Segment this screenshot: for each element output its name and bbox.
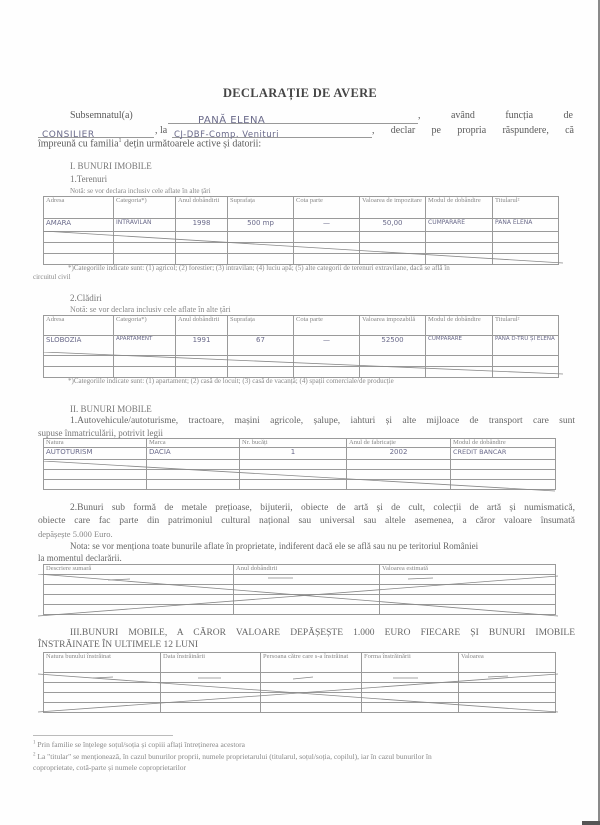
auto-header-row bbox=[44, 439, 556, 448]
terenuri-header-row bbox=[44, 197, 559, 219]
cladiri-footnote: *)Categoriile indicate sunt: (1) apartament; (2) casă de locuit; (3) casă de vacanță; (4) spații comerciale/de producție bbox=[68, 377, 394, 385]
institutia-value: CJ-DBF-Comp. Venituri bbox=[174, 130, 279, 140]
table-row bbox=[44, 336, 559, 356]
cell-valoarea: 52500 bbox=[360, 336, 426, 356]
col-nr-bucati: Nr. bucăți bbox=[240, 439, 347, 448]
auto-text-1: 1.Autovehicule/autoturisme, tractoare, mașini agricole, șalupe, iahturi și alte mijloace de transport care sunt bbox=[70, 416, 575, 426]
cell-natura: AUTOTURISM bbox=[44, 448, 147, 460]
functia-value: CONSILIER bbox=[42, 130, 95, 140]
col-modul: Modul de dobândire bbox=[426, 197, 493, 219]
col-anul-dobandirii: Anul dobândirii bbox=[234, 565, 380, 575]
auto-text-2: supuse înmatriculării, potrivit legii bbox=[38, 428, 163, 438]
col-natura: Natura bbox=[44, 439, 147, 448]
col-cota: Cota parte bbox=[294, 316, 360, 336]
cladiri-heading: 2.Clădiri bbox=[70, 293, 102, 303]
col-categoria: Categoria*) bbox=[114, 197, 176, 219]
cladiri-note: Notă: se vor declara inclusiv cele aflate în alte țări bbox=[70, 305, 231, 314]
table-row-empty bbox=[44, 605, 556, 615]
table-row-empty bbox=[44, 585, 556, 595]
col-modul: Modul de dobândire bbox=[426, 316, 493, 336]
instrainate-header-row bbox=[44, 653, 556, 673]
footnote-2-mark: 2 bbox=[33, 752, 36, 758]
terenuri-footnote: *)Categoriile indicate sunt: (1) agricol; (2) forestier; (3) intravilan; (4) luciu apă; (5) alte categorii de terenuri extravilane, dacă se află în bbox=[68, 264, 450, 272]
col-valoarea: Valoarea de impozitare bbox=[360, 197, 426, 219]
col-cota: Cota parte bbox=[294, 197, 360, 219]
institutia-field[interactable] bbox=[172, 124, 372, 138]
col-titularul: Titularul² bbox=[493, 197, 559, 219]
cell-suprafata: 500 mp bbox=[228, 219, 294, 232]
terenuri-note: Notă: se vor declara inclusiv cele aflate în alte țări bbox=[70, 187, 211, 195]
metale-text-2: obiecte care fac parte din patrimoniul cultural național sau universal sau altele asemenea, a căror valoare însumată bbox=[38, 516, 575, 526]
subsemnatul-label: Subsemnatul(a) bbox=[70, 110, 133, 121]
cell-modul: CUMPARARE bbox=[426, 336, 493, 356]
table-row-empty bbox=[44, 595, 556, 605]
declar-text: , declar pe propria răspundere, că bbox=[372, 125, 574, 136]
col-valoarea: Valoarea impozabilă bbox=[360, 316, 426, 336]
cell-anul: 1991 bbox=[176, 336, 228, 356]
col-forma: Forma înstrăinării bbox=[362, 653, 459, 673]
section-2-heading: II. BUNURI MOBILE bbox=[70, 404, 152, 414]
cell-cota: — bbox=[294, 336, 360, 356]
section-1-heading: I. BUNURI IMOBILE bbox=[70, 161, 152, 171]
cell-categoria: INTRAVILAN bbox=[114, 219, 176, 232]
cladiri-header-row bbox=[44, 316, 559, 336]
col-titularul: Titularul² bbox=[493, 316, 559, 336]
cell-modul: CUMPARARE bbox=[426, 219, 493, 232]
cell-categoria: APARTAMENT bbox=[114, 336, 176, 356]
col-anul: Anul dobândirii bbox=[176, 316, 228, 336]
name-value: PANĂ ELENA bbox=[198, 115, 266, 126]
cell-modul-dobandire: CREDIT BANCAR bbox=[451, 448, 556, 460]
table-row-empty bbox=[44, 683, 556, 693]
table-row-empty bbox=[44, 703, 556, 713]
auto-table bbox=[43, 438, 556, 490]
cell-suprafata: 67 bbox=[228, 336, 294, 356]
intro-line3 bbox=[38, 138, 261, 149]
impreuna-text: împreună cu familia bbox=[38, 138, 119, 150]
footnote-separator bbox=[33, 735, 173, 736]
cell-valoarea: 50,00 bbox=[360, 219, 426, 232]
terenuri-heading: 1.Terenuri bbox=[70, 174, 108, 184]
footnote-ref-1: 1 bbox=[118, 138, 122, 144]
table-row-empty bbox=[44, 470, 556, 480]
cell-nr-bucati: 1 bbox=[240, 448, 347, 460]
metale-note-2: la momentul declarării. bbox=[38, 553, 122, 563]
metale-text-1: 2.Bunuri sub formă de metale prețioase, bijuterii, obiecte de artă și de cult, colecții de artă și numismatică, bbox=[70, 503, 575, 513]
table-row-empty bbox=[44, 232, 559, 243]
table-row bbox=[44, 448, 556, 460]
table-row-empty bbox=[44, 673, 556, 683]
footnote-2-text-a: La "titular" se menționează, în cazul bunurilor proprii, numele proprietarului (titularul, soțul/soția, copilul), iar în cazul bunurilor în bbox=[37, 752, 432, 761]
footnote-1-mark: 1 bbox=[33, 740, 36, 746]
table-row-empty bbox=[44, 367, 559, 378]
table-row-empty bbox=[44, 356, 559, 367]
cell-titularul: PANA D-TRU ȘI ELENA bbox=[493, 336, 559, 356]
col-descriere: Descriere sumară bbox=[44, 565, 234, 575]
col-valoarea-estimata: Valoarea estimată bbox=[380, 565, 556, 575]
cladiri-table bbox=[43, 315, 559, 378]
page-corner bbox=[582, 821, 600, 825]
footnote-1 bbox=[33, 740, 245, 749]
col-natura-bunului: Natura bunului înstrăinat bbox=[44, 653, 161, 673]
col-persoana: Persoana către care s-a înstrăinat bbox=[261, 653, 362, 673]
functia-field[interactable] bbox=[38, 124, 154, 138]
table-row-empty bbox=[44, 243, 559, 254]
section-3-heading-2: ÎNSTRĂINATE ÎN ULTIMELE 12 LUNI bbox=[38, 640, 199, 650]
table-row-empty bbox=[44, 460, 556, 470]
table-row-empty bbox=[44, 254, 559, 265]
col-adresa: Adresa bbox=[44, 316, 114, 336]
avand-functia-text: , având funcția de bbox=[418, 110, 573, 121]
metale-text-3: depășește 5.000 Euro. bbox=[38, 529, 113, 539]
cell-marca: DACIA bbox=[147, 448, 240, 460]
instrainate-table bbox=[43, 652, 556, 713]
col-suprafata: Suprafața bbox=[228, 197, 294, 219]
table-row-empty bbox=[44, 575, 556, 585]
col-suprafata: Suprafața bbox=[228, 316, 294, 336]
footnote-2 bbox=[33, 752, 432, 761]
table-row bbox=[44, 219, 559, 232]
footnote-2-text-b: coproprietate, cotă-parte și numele coproprietarilor bbox=[33, 763, 187, 772]
cell-anul-fabricatie: 2002 bbox=[347, 448, 451, 460]
section-3-heading-1: III.BUNURI MOBILE, A CĂROR VALOARE DEPĂȘEȘTE 1.000 EURO FIECARE ȘI BUNURI IMOBILE bbox=[70, 628, 575, 638]
col-anul: Anul dobândirii bbox=[176, 197, 228, 219]
cell-anul: 1998 bbox=[176, 219, 228, 232]
col-anul-fabricatie: Anul de fabricație bbox=[347, 439, 451, 448]
col-valoarea: Valoarea bbox=[459, 653, 556, 673]
page-title: DECLARAȚIE DE AVERE bbox=[222, 86, 378, 100]
name-field[interactable] bbox=[168, 110, 418, 124]
cell-adresa: AMARA bbox=[44, 219, 114, 232]
detin-text: dețin următoarele active și datorii: bbox=[124, 138, 262, 150]
col-modul-dobandire: Modul de dobândire bbox=[451, 439, 556, 448]
footnote-1-text: Prin familie se înțelege soțul/soția și copiii aflați întreținerea acestora bbox=[37, 740, 246, 749]
table-row-empty bbox=[44, 693, 556, 703]
terenuri-table bbox=[43, 196, 559, 265]
col-data-instrainarii: Data înstrăinării bbox=[161, 653, 261, 673]
col-marca: Marca bbox=[147, 439, 240, 448]
metale-note-1: Nota: se vor menționa toate bunurile aflate în proprietate, indiferent dacă ele se află sau nu pe teritoriul României bbox=[70, 541, 479, 551]
cell-cota: — bbox=[294, 219, 360, 232]
metale-header-row bbox=[44, 565, 556, 575]
terenuri-footnote-2: circuitul civil bbox=[33, 273, 71, 281]
cell-titularul: PANA ELENA bbox=[493, 219, 559, 232]
metale-table bbox=[43, 564, 556, 615]
cell-adresa: SLOBOZIA bbox=[44, 336, 114, 356]
col-categoria: Categoria*) bbox=[114, 316, 176, 336]
table-row-empty bbox=[44, 480, 556, 490]
la-text: , la bbox=[155, 125, 168, 136]
col-adresa: Adresa bbox=[44, 197, 114, 219]
